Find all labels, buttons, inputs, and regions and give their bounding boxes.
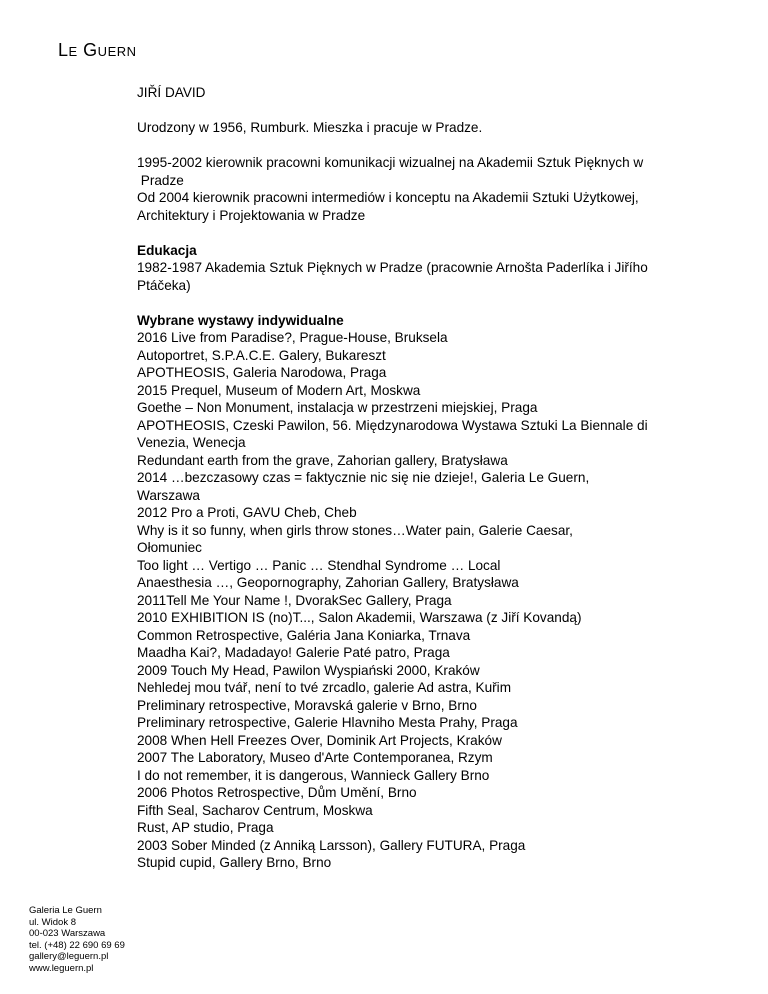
exhibition-row [137, 662, 697, 680]
exhibition-row: Rust, AP studio, Praga [137, 820, 274, 835]
exhibition-row [137, 469, 697, 487]
positions-section [137, 154, 697, 224]
footer-line: ul. Widok 8 [29, 916, 76, 928]
exhibition-row: Too light … Vertigo … Panic … Stendhal Syndrome … Local [137, 557, 501, 573]
exhibitions-heading: Wybrane wystawy indywidualne [137, 312, 344, 328]
exhibition-year: 2006 [137, 785, 168, 800]
exhibition-title: Live from Paradise?, Prague-House, Bruksela [171, 330, 448, 345]
exhibition-title: When Hell Freezes Over, Dominik Art Projects, Kraków [171, 732, 502, 748]
exhibition-row [137, 329, 697, 347]
exhibition-row: APOTHEOSIS, Czeski Pawilon, 56. Międzynarodowa Wystawa Sztuki La Biennale di Venezia, Wenecja [137, 417, 648, 450]
exhibition-year: 2007 [137, 750, 168, 765]
exhibition-row: Warszawa [137, 487, 200, 503]
position-line: Architektury i Projektowania w Pradze [137, 207, 366, 223]
footer-line: tel. (+48) 22 690 69 69 [29, 939, 125, 951]
exhibition-title: Prequel, Museum of Modern Art, Moskwa [171, 382, 421, 398]
brand-logo: Le Guern [58, 40, 137, 60]
exhibition-row: Fifth Seal, Sacharov Centrum, Moskwa [137, 802, 373, 818]
exhibition-year: 2010 [137, 610, 168, 625]
exhibitions-list [137, 329, 697, 872]
exhibition-year: 2014 [137, 470, 168, 485]
footer-line: 00-023 Warszawa [29, 928, 106, 940]
exhibition-row: I do not remember, it is dangerous, Wannieck Gallery Brno [137, 767, 490, 783]
position-line: Od 2004 kierownik pracowni intermediów i konceptu na Akademii Sztuki Użytkowej, [137, 190, 639, 205]
exhibition-row [137, 837, 697, 855]
footer-line: Galeria Le Guern [29, 905, 102, 916]
exhibition-title: EXHIBITION IS (no)T..., Salon Akademii, Warszawa (z Jiří Kovandą) [171, 610, 582, 625]
exhibitions-section [137, 312, 697, 872]
education-section [137, 242, 697, 295]
footer-website[interactable]: www.leguern.pl [29, 962, 94, 974]
position-line: 1995-2002 kierownik pracowni komunikacji wizualnej na Akademii Sztuk Pięknych w [137, 155, 644, 170]
exhibition-row: Goethe – Non Monument, instalacja w przestrzeni miejskiej, Praga [137, 400, 538, 415]
exhibition-row: Redundant earth from the grave, Zahorian gallery, Bratysława [137, 452, 508, 468]
bio-text: Urodzony w 1956, Rumburk. Mieszka i pracuje w Pradze. [137, 120, 483, 135]
exhibition-row: Maadha Kai?, Madadayo! Galerie Paté patro, Praga [137, 645, 450, 660]
exhibition-row: APOTHEOSIS, Galeria Narodowa, Praga [137, 365, 387, 380]
exhibition-title: The Laboratory, Museo d'Arte Contemporanea, Rzym [170, 750, 493, 765]
exhibition-row: Ołomuniec [137, 540, 202, 555]
cv-content [137, 84, 697, 889]
exhibition-year: 2008 [137, 732, 168, 748]
gallery-address [29, 905, 125, 975]
exhibition-year: 2009 [137, 662, 168, 678]
exhibition-title: Touch My Head, Pawilon Wyspiański 2000, Kraków [170, 662, 480, 678]
exhibition-row [137, 609, 697, 627]
exhibition-row [137, 732, 697, 750]
exhibition-row: Preliminary retrospective, Moravská galerie v Brno, Brno [137, 697, 477, 713]
exhibition-title: Photos Retrospective, Dům Umění, Brno [171, 785, 417, 800]
education-text: 1982-1987 Akademia Sztuk Pięknych w Pradze (pracownie Arnošta Paderlíka i Jiřího Ptáčeka) [137, 260, 648, 293]
exhibition-title: Pro a Proti, GAVU Cheb, Cheb [171, 505, 357, 520]
exhibition-title: …bezczasowy czas = faktycznie nic się nie dzieje!, Galeria Le Guern, [171, 470, 590, 485]
exhibition-row [137, 784, 697, 802]
exhibition-row [137, 749, 697, 767]
exhibition-row: Nehledej mou tvář, není to tvé zrcadlo, galerie Ad astra, Kuřim [137, 680, 512, 695]
exhibition-year: 2015 [137, 382, 168, 398]
exhibition-row: Common Retrospective, Galéria Jana Koniarka, Trnava [137, 627, 471, 643]
exhibition-row: Preliminary retrospective, Galerie Hlavniho Mesta Prahy, Praga [137, 715, 518, 730]
exhibition-title: Sober Minded (z Anniką Larsson), Gallery FUTURA, Praga [171, 837, 526, 853]
position-line: Pradze [137, 172, 184, 188]
exhibition-year: 2012 [137, 505, 168, 520]
exhibition-year: 2011 [137, 592, 167, 608]
exhibition-row [137, 504, 697, 522]
footer-email[interactable]: gallery@leguern.pl [29, 951, 109, 963]
exhibition-row: Why is it so funny, when girls throw stones…Water pain, Galerie Caesar, [137, 522, 573, 538]
exhibition-year: 2016 [137, 330, 168, 345]
exhibition-row: Autoportret, S.P.A.C.E. Galery, Bukareszt [137, 347, 386, 363]
exhibition-row [137, 382, 697, 400]
exhibition-row [137, 592, 697, 610]
exhibition-row: Stupid cupid, Gallery Brno, Brno [137, 855, 332, 870]
exhibition-year: 2003 [137, 837, 168, 853]
artist-name: JIŘÍ DAVID [137, 85, 206, 100]
education-heading: Edukacja [137, 242, 197, 258]
exhibition-title: Tell Me Your Name !, DvorakSec Gallery, Praga [166, 592, 452, 608]
exhibition-row: Anaesthesia …, Geopornography, Zahorian Gallery, Bratysława [137, 575, 519, 590]
